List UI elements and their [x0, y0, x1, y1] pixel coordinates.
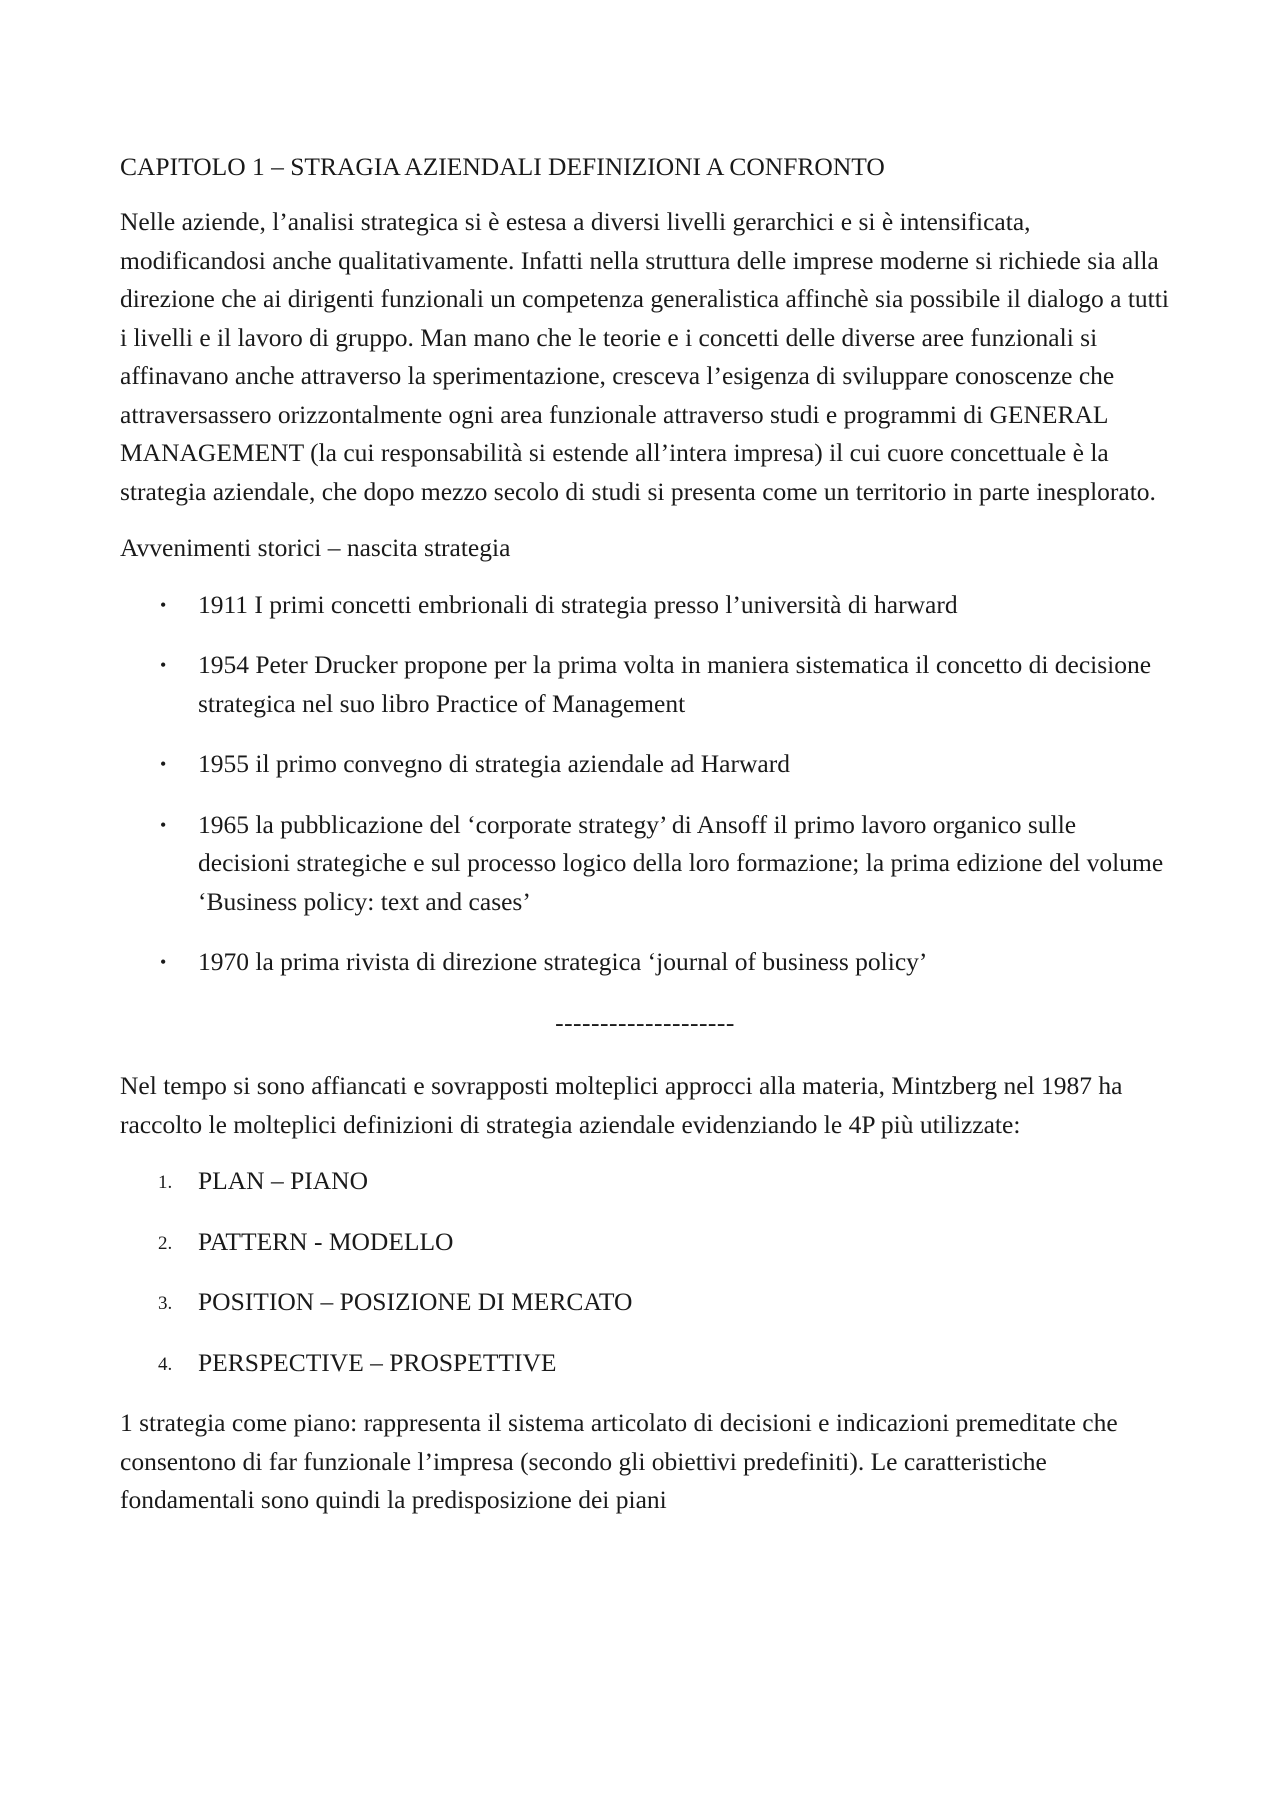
section-separator: -------------------- [555, 1007, 735, 1037]
history-item-text: 1911 I primi concetti embrionali di strategia presso l’università di harward [198, 589, 958, 619]
four-p-text: POSITION – POSIZIONE DI MERCATO [198, 1287, 633, 1316]
bullet-icon: • [160, 754, 167, 774]
history-item-1954 [120, 646, 1170, 723]
history-item-text: 1970 la prima rivista di direzione strategica ‘journal of business policy’ [198, 947, 928, 976]
document-page [120, 148, 1170, 1538]
list-number: 3. [158, 1293, 173, 1314]
chapter-heading: CAPITOLO 1 – STRAGIA AZIENDALI DEFINIZIONI A CONFRONTO [120, 152, 885, 181]
history-item-text: 1955 il primo convegno di strategia aziendale ad Harward [198, 749, 790, 778]
history-item-1911 [120, 586, 1170, 625]
list-number: 1. [158, 1172, 173, 1193]
history-item-text: 1954 Peter Drucker propone per la prima volta in maniera sistematica il concetto di decisione strategica nel suo libro Practice of Management [198, 650, 1152, 718]
history-label: Avvenimenti storici – nascita strategia [120, 533, 511, 562]
list-number: 4. [158, 1353, 173, 1375]
history-item-text: 1965 la pubblicazione del ‘corporate strategy’ di Ansoff il primo lavoro organico sulle decisioni strategiche e sul processo logico della loro formazione; la prima edizione del volume ‘Business policy: text and cases’ [198, 809, 1164, 916]
four-p-text: PATTERN - MODELLO [198, 1226, 454, 1256]
history-list [120, 586, 1170, 982]
four-p-list [120, 1162, 1170, 1382]
history-item-1955 [120, 745, 1170, 784]
mintzberg-paragraph: Nel tempo si sono affiancati e sovrapposti molteplici approcci alla materia, Mintzberg nel 1987 ha raccolto le molteplici definizioni di strategia aziendale evidenziando le 4P più utilizzate: [120, 1071, 1123, 1139]
four-p-text: PERSPECTIVE – PROSPETTIVE [198, 1347, 557, 1377]
bullet-icon: • [160, 952, 167, 972]
history-item-1965 [120, 806, 1170, 922]
four-p-item-perspective [120, 1344, 1170, 1383]
bullet-icon: • [160, 594, 167, 615]
bullet-icon: • [160, 814, 167, 835]
history-item-1970 [120, 943, 1170, 982]
four-p-item-pattern [120, 1223, 1170, 1262]
four-p-text: PLAN – PIANO [198, 1166, 369, 1195]
list-number: 2. [158, 1232, 173, 1254]
plan-paragraph: 1 strategia come piano: rappresenta il sistema articolato di decisioni e indicazioni premeditate che consentono di far funzionale l’impresa (secondo gli obiettivi predefiniti). Le caratteristiche fondamentali sono quindi la predisposizione dei piani [120, 1408, 1118, 1514]
four-p-item-position [120, 1283, 1170, 1322]
intro-paragraph: Nelle aziende, l’analisi strategica si è estesa a diversi livelli gerarchici e si è intensificata, modificandosi anche qualitativamente. Infatti nella struttura delle imprese moderne si richiede sia alla direzione che ai dirigenti funzionali un competenza generalistica affinchè sia possibile il dialogo a tutti i livelli e il lavoro di gruppo. Man mano che le teorie e i concetti delle diverse aree funzionali si affinavano anche attraverso la sperimentazione, cresceva l’esigenza di sviluppare conoscenze che attraversassero orizzontalmente ogni area funzionale attraverso studi e programmi di GENERAL MANAGEMENT (la cui responsabilità si estende all’intera impresa) il cui cuore concettuale è la strategia aziendale, che dopo mezzo secolo di studi si presenta come un territorio in parte inesplorato. [120, 207, 1169, 506]
four-p-item-plan [120, 1162, 1170, 1201]
bullet-icon: • [160, 655, 167, 675]
